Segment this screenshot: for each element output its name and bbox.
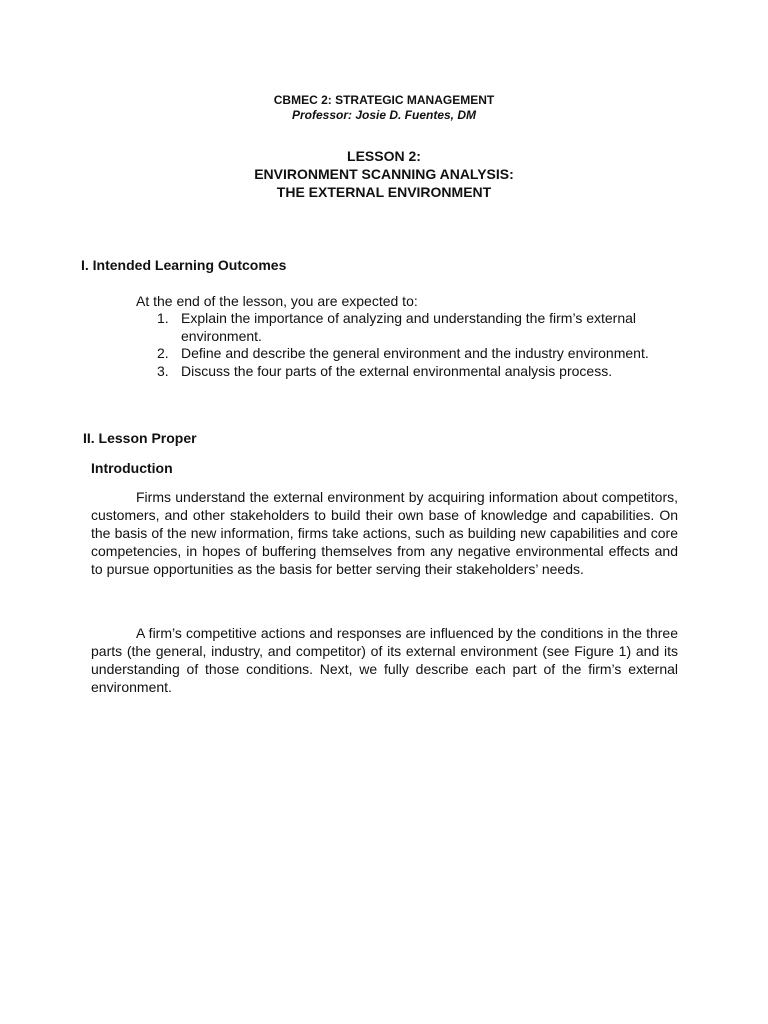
course-title: CBMEC 2: STRATEGIC MANAGEMENT [273,93,495,107]
outcomes-intro: At the end of the lesson, you are expected to: [136,293,418,309]
outcome-text: Define and describe the general environment and the industry environment. [181,345,649,361]
outcome-item [157,310,687,345]
outcome-item [157,345,687,363]
intro-paragraph-2: A firm’s competitive actions and responses are influenced by the conditions in the three parts (the general, industry, and competitor) of its external environment (see Figure 1) and its understanding of those conditions. Next, we fully describe each part of the firm’s external environment. [91,625,678,695]
intro-paragraph-1: Firms understand the external environment by acquiring information about competitors, customers, and other stakeholders to build their own base of knowledge and capabilities. On the basis of the new information, firms take actions, such as building new capabilities and core competencies, in hopes of buffering themselves from any negative environmental effects and to pursue opportunities as the basis for better serving their stakeholders’ needs. [91,489,678,577]
outcome-number: 3. [157,362,169,379]
outcomes-heading: I. Intended Learning Outcomes [81,257,287,273]
professor-name: Professor: Josie D. Fuentes, DM [291,108,477,122]
lesson-header [0,147,768,201]
outcome-item [157,363,687,381]
course-header [0,93,768,123]
outcome-number: 1. [157,310,169,326]
lesson-proper-heading: II. Lesson Proper [83,430,197,446]
outcome-text: Discuss the four parts of the external environmental analysis process. [181,362,613,379]
lesson-number: LESSON 2: [347,148,421,164]
outcome-text: Explain the importance of analyzing and understanding the firm’s external environment. [181,310,637,344]
outcome-number: 2. [157,345,169,361]
introduction-heading: Introduction [91,460,173,476]
outcomes-list [157,310,687,380]
lesson-title-line1: ENVIRONMENT SCANNING ANALYSIS: [254,166,514,182]
lesson-title-line2: THE EXTERNAL ENVIRONMENT [276,184,492,200]
